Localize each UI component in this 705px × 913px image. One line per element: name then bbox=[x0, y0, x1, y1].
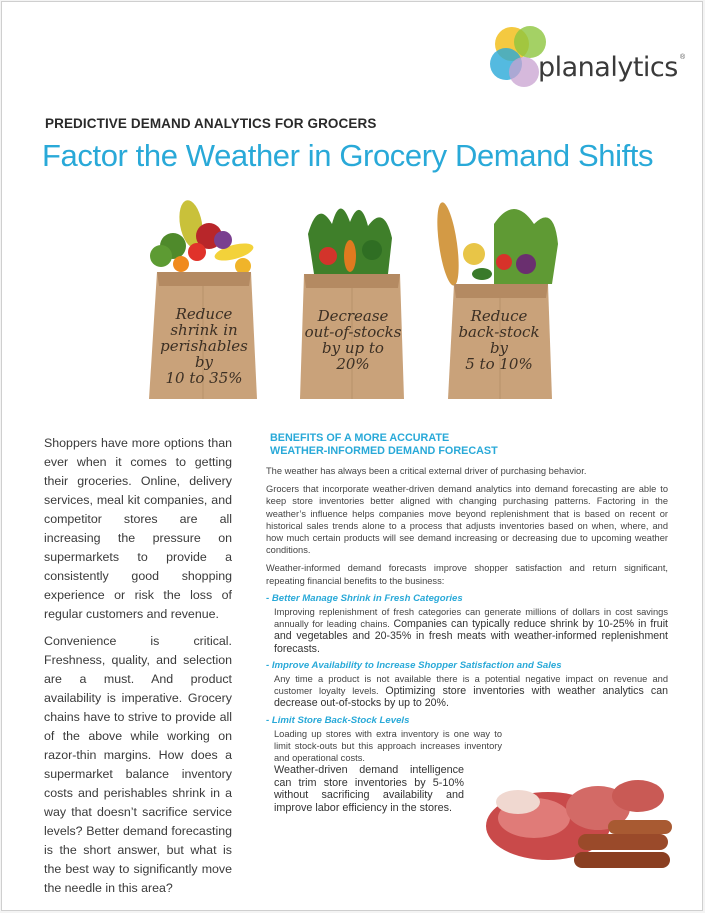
planalytics-logo[interactable] bbox=[490, 24, 690, 94]
benefits-paragraph-2: Grocers that incorporate weather-driven demand analytics into demand forecasting are able to keep store inventories better aligned with changing purchasing patterns. Factoring in the weather’s influence helps companies move beyond replenishment that is based on recent or historical sales trends alone to a process that adjusts inventories based on when, where, and how much certain products will see demand increasing or decreasing due to upcoming weather conditions. bbox=[266, 484, 668, 556]
bag2-line1: Decrease bbox=[317, 307, 389, 325]
grocery-bag-out-of-stocks bbox=[288, 194, 418, 424]
logo-wordmark: planalytics bbox=[538, 52, 678, 83]
bullet-backstock-text: Loading up stores with extra inventory is one way to limit stock-outs but this approach increases inventory and operational costs. bbox=[274, 728, 502, 764]
bag3-line2: back-stock bbox=[458, 323, 540, 341]
bag1-line2: shrink in bbox=[170, 321, 238, 339]
bag2-line2: out-of-stocks bbox=[304, 323, 402, 341]
grocery-bag-shrink bbox=[139, 194, 269, 424]
bag1-line3: perishables bbox=[160, 337, 248, 355]
bag3-line1: Reduce bbox=[470, 307, 528, 325]
bullet-availability-title: - Improve Availability to Increase Shopper Satisfaction and Sales bbox=[266, 659, 562, 671]
bullet-backstock-title: - Limit Store Back-Stock Levels bbox=[266, 714, 410, 726]
page-title: Factor the Weather in Grocery Demand Shifts bbox=[42, 138, 654, 173]
bag1-line5: 10 to 35% bbox=[165, 369, 243, 387]
document-page bbox=[1, 1, 703, 911]
intro-column bbox=[44, 434, 232, 906]
bag1-line4: by bbox=[194, 353, 214, 371]
intro-paragraph-1: Shoppers have more options than ever when it comes to getting their groceries. Online, delivery services, meal kit companies, and competitor stores are all increasing the pressure on supermarkets to provide a consistently good shopping experience or risk the loss of regular customers and revenue. bbox=[44, 436, 232, 621]
bullet-availability-highlight: Optimizing store inventories with weather analytics can decrease out-of-stocks by up to 20%. bbox=[274, 685, 668, 710]
bullet-availability-body bbox=[274, 673, 668, 710]
logo-registered-mark: ® bbox=[680, 54, 686, 61]
bullet-shrink-title: - Better Manage Shrink in Fresh Categories bbox=[266, 592, 463, 604]
benefits-column bbox=[266, 432, 668, 814]
bag2-line3: by up to bbox=[322, 339, 384, 357]
bag1-line1: Reduce bbox=[175, 305, 233, 323]
intro-paragraph-2: Convenience is critical. Freshness, quality, and selection are a must. And product availability is imperative. Grocery chains have to strive to provide all of the above while working on razor-thin margins. How does a supermarket balance inventory costs and perishables shrink in a way that doesn’t sacrifice service levels? Better demand forecasting is the short answer, but what is the best way to significantly move the needle in this area? bbox=[44, 634, 232, 895]
bag3-line4: 5 to 10% bbox=[465, 355, 533, 373]
bullet-backstock-body bbox=[274, 728, 502, 814]
bullet-availability-text: Any time a product is not available there is a potential negative impact on revenue and customer loyalty levels. bbox=[274, 674, 668, 697]
benefits-paragraph-1: The weather has always been a critical external driver of purchasing behavior. bbox=[266, 466, 587, 476]
benefits-heading bbox=[270, 432, 668, 457]
grocery-bag-back-stock bbox=[434, 194, 564, 424]
bullet-backstock-highlight: Weather-driven demand intelligence can trim store inventories by 5-10% without sacrificing availability and improve labor efficiency in the stores. bbox=[274, 764, 464, 814]
bullet-shrink-text: Improving replenishment of fresh categories can generate millions of dollars in cost savings annually for leading chains. bbox=[274, 607, 668, 630]
bag2-line4: 20% bbox=[336, 355, 370, 373]
bag3-line3: by bbox=[489, 339, 509, 357]
kicker-heading: PREDICTIVE DEMAND ANALYTICS FOR GROCERS bbox=[45, 116, 377, 131]
fresh-meat-image bbox=[478, 768, 678, 878]
benefits-heading-line2: WEATHER-INFORMED DEMAND FORECAST bbox=[270, 444, 498, 457]
bullet-shrink-body bbox=[274, 606, 668, 655]
bullet-shrink-highlight: Companies can typically reduce shrink by 10-25% in fruit and vegetables and 20-35% in fresh meats with weather-informed replenishment forecasts. bbox=[274, 618, 668, 655]
benefits-paragraph-3: Weather-informed demand forecasts improve shopper satisfaction and return significant, repeating financial benefits to the business: bbox=[266, 563, 668, 586]
benefits-heading-line1: BENEFITS OF A MORE ACCURATE bbox=[270, 432, 450, 444]
